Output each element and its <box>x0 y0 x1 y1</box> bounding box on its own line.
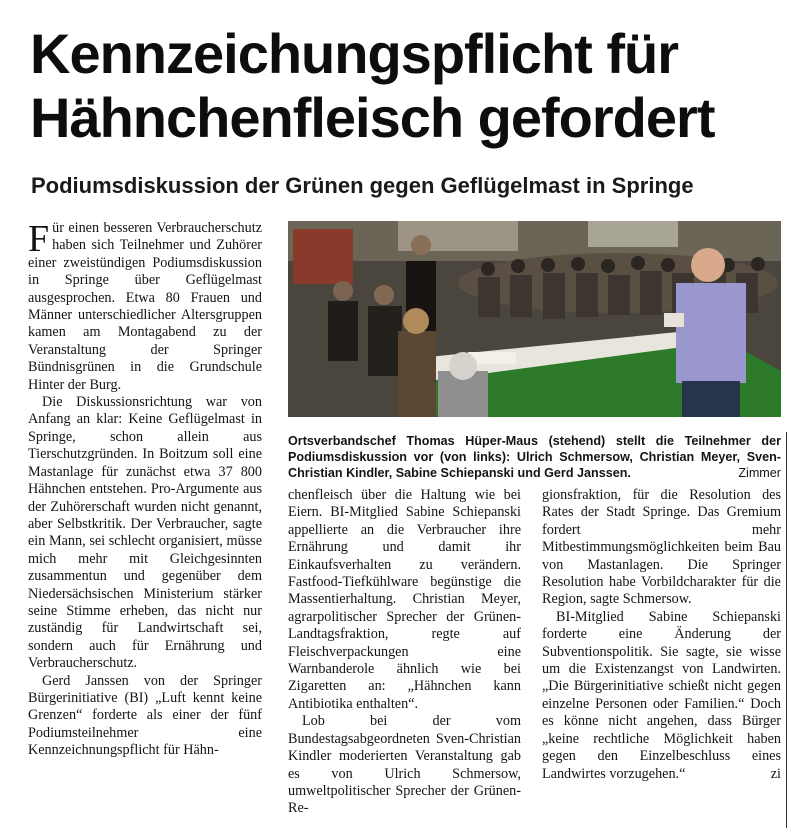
paragraph: chenfleisch über die Haltung wie bei Eiern. BI-Mitglied Sabine Schiepanski appellierte an die Verbraucher ihre Ernährung und damit ihr Einkaufsverhalten zu verändern. Fastfood-Tiefkühlware begünstige die Massentierhaltung. Christian Meyer, agrarpolitischer Sprecher der Grünen-Landtagsfraktion, regte auf Fleischverpackungen eine Warnbanderole ähnlich wie bei Zigaretten an: „Hähnchen kann Antibiotika enthalten“. <box>288 487 521 712</box>
article-column-2 <box>288 487 521 818</box>
column-rule <box>786 432 787 828</box>
article-column-1 <box>28 220 262 760</box>
paragraph: Die Diskussionsrichtung war von Anfang an klar: Keine Geflügelmast in Springe, schon allein aus Tierschutzgründen. In Boitzum soll eine Mastanlage für zunächst etwa 37 800 Hähnchen entstehen. Pro-Argumente aus der Zuhörerschaft wurden nicht genannt, aber Selbstkritik. Der Verbraucher, sagte ein Mann, sei schlecht organisiert, müsse mich mehr mit Gleichgesinnten zusammentun und gegenüber dem Niedersächsischen Ministerium stärker seine Stimme erheben, das nicht nur zuständig für Landwirtschaft sei, sondern auch für Ernährung und Verbraucherschutz. <box>28 394 262 672</box>
paragraph <box>28 220 262 394</box>
article-column-3 <box>542 487 781 783</box>
paragraph-text: BI-Mitglied Sabine Schiepanski forderte eine Änderung der Subventionspolitik. Sie sagte, sie wisse um die Existenzangst von Landwirten. „Die Bürgerinitiative schießt nicht gegen einzelne Personen oder Familien.“ Doch es könne nicht angehen, dass Bürger „keine rechtliche Möglichkeit haben gegen den Einzelbeschluss eines Landwirtes vorzugehen.“ <box>542 608 781 782</box>
paragraph: Gerd Janssen von der Springer Bürgerinitiative (BI) „Luft kennt keine Grenzen“ forderte als einer der fünf Podiumsteilnehmer eine Kennzeichnungspflicht für Hähn- <box>28 672 262 759</box>
subheadline: Podiumsdiskussion der Grünen gegen Geflügelmast in Springe <box>31 173 694 198</box>
caption-text: Ortsverbandschef Thomas Hüper-Maus (stehend) stellt die Teilnehmer der Podiumsdiskussion vor (von links): Ulrich Schmersow, Christian Meyer, Sven-Christian Kindler, Sabine Schiepanski und Gerd Janssen. <box>288 434 781 480</box>
photo-credit: Zimmer <box>738 466 781 480</box>
photo-caption <box>288 433 781 481</box>
headline <box>30 22 790 150</box>
photo-illustration <box>288 221 781 417</box>
paragraph: gionsfraktion, für die Resolution des Rates der Stadt Springe. Das Gremium fordert mehr Mitbestimmungsmöglichkeiten beim Bau von Mastanlagen. Die Springer Resolution habe Vorbildcharakter für die Region, sagte Schmersow. <box>542 487 781 608</box>
author-sign: zi <box>770 765 781 782</box>
paragraph <box>542 609 781 783</box>
drop-cap: F <box>28 218 50 260</box>
headline-line-2: Hähnchenfleisch gefordert <box>30 86 715 149</box>
event-photo <box>288 221 781 417</box>
headline-line-1: Kennzeichungspflicht für <box>30 22 678 85</box>
paragraph: Lob bei der vom Bundestagsabgeordneten Sven-Christian Kindler moderierten Veranstaltung gab es von Ulrich Schmersow, umweltpolitischer Sprecher der Grünen-Re- <box>288 713 521 817</box>
paragraph-text: ür einen besseren Verbraucherschutz haben sich Teilnehmer und Zuhörer einer zweistündigen Podiumsdiskussion in Springe über Geflügelmast ausgesprochen. Etwa 80 Frauen und Männer unterschiedlicher Altersgruppen kamen am Montagabend zu der Veranstaltung der Springer Bündnisgrünen in die Grundschule Hinter der Burg. <box>28 220 262 393</box>
